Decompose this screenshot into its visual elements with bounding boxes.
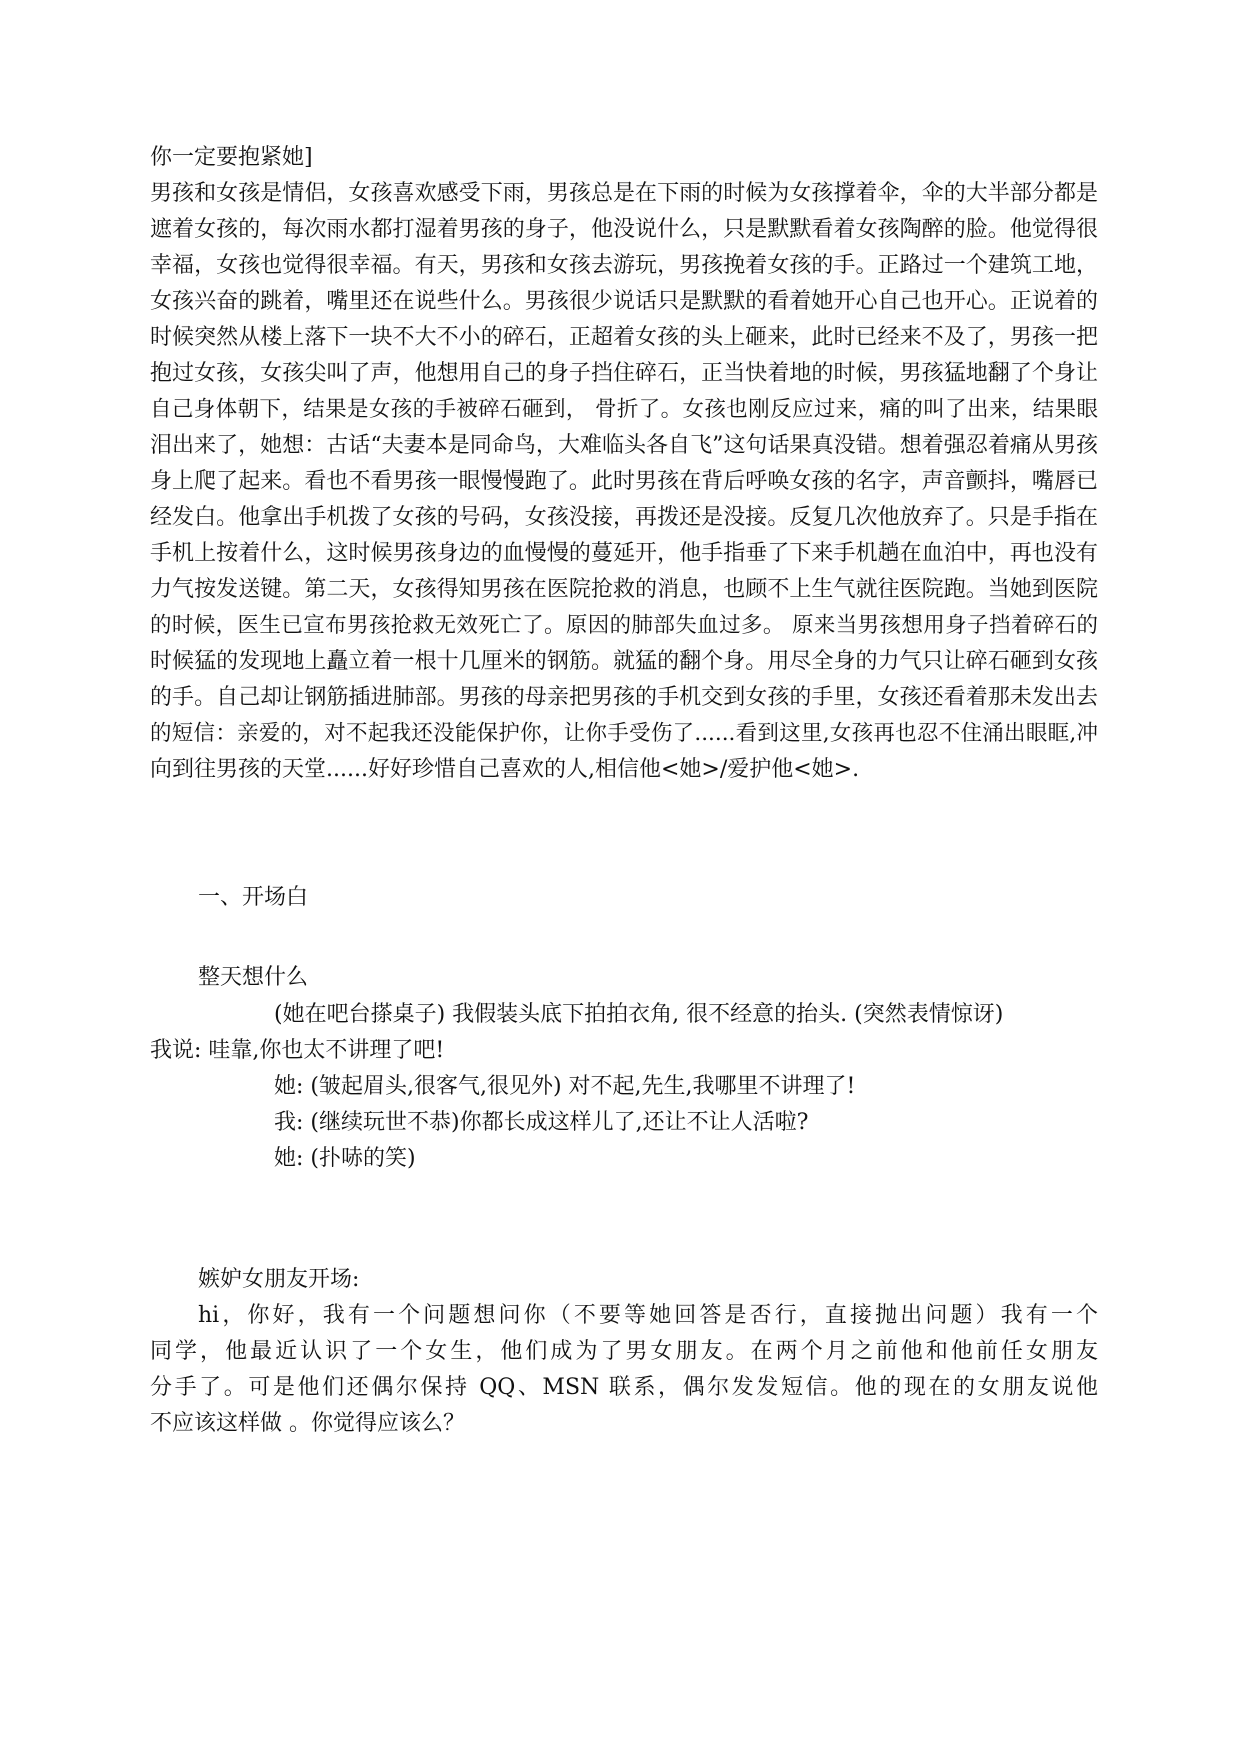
opener1-line: 我说: 哇靠,你也太不讲理了吧! bbox=[150, 1038, 445, 1063]
story-line: 男孩和女孩是情侣，女孩喜欢感受下雨，男孩总是在下雨的时候为女孩撑着伞，伞的大半部分都是 bbox=[150, 181, 1098, 206]
story-line: 经发白。他拿出手机拨了女孩的号码，女孩没接，再拨还是没接。反复几次他放弃了。只是手指在 bbox=[150, 505, 1098, 530]
story-line: 女孩兴奋的跳着，嘴里还在说些什么。男孩很少说话只是默默的看着她开心自己也开心。正说着的 bbox=[150, 289, 1098, 314]
story-title: 你一定要抱紧她] bbox=[150, 145, 313, 170]
opener1-line: 她: (扑哧的笑) bbox=[274, 1146, 416, 1171]
story-line: 力气按发送键。第二天，女孩得知男孩在医院抢救的消息，也顾不上生气就往医院跑。当她到医院 bbox=[150, 577, 1098, 602]
story-line: 自己身体朝下，结果是女孩的手被碎石砸到， 骨折了。女孩也刚反应过来，痛的叫了出来，结果眼 bbox=[150, 397, 1098, 422]
opener1-title: 整天想什么 bbox=[198, 965, 309, 990]
opener2-line: 分手了。可是他们还偶尔保持 QQ、MSN 联系，偶尔发发短信。他的现在的女朋友说他 bbox=[150, 1375, 1098, 1400]
story-line: 抱过女孩，女孩尖叫了声，他想用自己的身子挡住碎石，正当快着地的时候，男孩猛地翻了个身让 bbox=[150, 361, 1098, 386]
opener2-line: 不应该这样做 。你觉得应该么？ bbox=[150, 1411, 465, 1436]
story-line: 时候猛的发现地上矗立着一根十几厘米的钢筋。就猛的翻个身。用尽全身的力气只让碎石砸到女孩 bbox=[150, 649, 1098, 674]
story-line: 身上爬了起来。看也不看男孩一眼慢慢跑了。此时男孩在背后呼唤女孩的名字，声音颤抖，嘴唇已 bbox=[150, 469, 1098, 494]
story-line: 的时候，医生已宣布男孩抢救无效死亡了。原因的肺部失血过多。 原来当男孩想用身子挡着碎石的 bbox=[150, 613, 1098, 638]
story-line: 的短信：亲爱的，对不起我还没能保护你，让你手受伤了......看到这里,女孩再也忍不住涌出眼眶,冲 bbox=[150, 721, 1098, 746]
section-heading: 一、开场白 bbox=[198, 885, 309, 910]
opener1-line: (她在吧台搽桌子) 我假装头底下拍拍衣角, 很不经意的抬头. (突然表情惊讶) bbox=[274, 1002, 1004, 1027]
story-line: 手机上按着什么，这时候男孩身边的血慢慢的蔓延开，他手指垂了下来手机趟在血泊中，再也没有 bbox=[150, 541, 1098, 566]
story-line: 的手。自己却让钢筋插进肺部。男孩的母亲把男孩的手机交到女孩的手里，女孩还看着那未发出去 bbox=[150, 685, 1098, 710]
opener2-title: 嫉妒女朋友开场: bbox=[198, 1267, 360, 1292]
story-line: 幸福，女孩也觉得很幸福。有天，男孩和女孩去游玩，男孩挽着女孩的手。正路过一个建筑工地， bbox=[150, 253, 1098, 278]
opener1-line: 我: (继续玩世不恭)你都长成这样儿了,还让不让人活啦? bbox=[274, 1110, 809, 1135]
story-line: 向到往男孩的天堂......好好珍惜自己喜欢的人,相信他<她>/爱护他<她>. bbox=[150, 757, 860, 782]
opener2-line: 同学，他最近认识了一个女生，他们成为了男女朋友。在两个月之前他和他前任女朋友 bbox=[150, 1339, 1098, 1364]
story-line: 泪出来了，她想：古话“夫妻本是同命鸟，大难临头各自飞”这句话果真没错。想着强忍着痛从男孩 bbox=[150, 433, 1098, 458]
opener1-line: 她: (皱起眉头,很客气,很见外) 对不起,先生,我哪里不讲理了! bbox=[274, 1074, 856, 1099]
story-line: 时候突然从楼上落下一块不大不小的碎石，正超着女孩的头上砸来，此时已经来不及了，男孩一把 bbox=[150, 325, 1098, 350]
opener2-line: hi，你好，我有一个问题想问你（不要等她回答是否行，直接抛出问题）我有一个 bbox=[198, 1303, 1098, 1328]
story-line: 遮着女孩的，每次雨水都打湿着男孩的身子，他没说什么，只是默默看着女孩陶醉的脸。他觉得很 bbox=[150, 217, 1098, 242]
